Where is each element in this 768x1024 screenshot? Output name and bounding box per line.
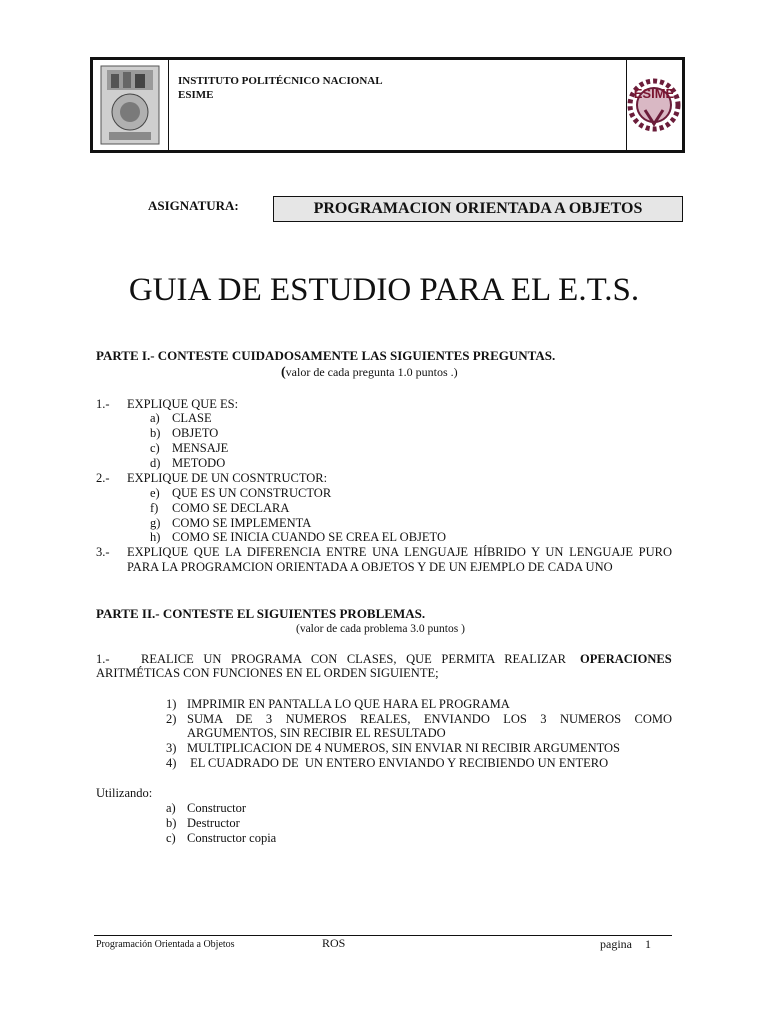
q1-item-letter: a) [150, 411, 160, 425]
q2-item-text: COMO SE INICIA CUANDO SE CREA EL OBJETO [172, 530, 446, 544]
p1-item-number: 1) [166, 697, 177, 711]
q3-text-line1: EXPLIQUE QUE LA DIFERENCIA ENTRE UNA LENGUAJE HÍBRIDO Y UN LENGUAJE PURO [127, 545, 672, 559]
q2-item-text: COMO SE IMPLEMENTA [172, 516, 312, 530]
using-item-text: Constructor [187, 801, 247, 815]
p1-item-number: 2) [166, 712, 177, 726]
q3-number: 3.- [96, 545, 110, 559]
q2-item-letter: g) [150, 516, 161, 530]
q1-item-letter: c) [150, 441, 160, 455]
p1-item-text: EL CUADRADO DE UN ENTERO ENVIANDO Y RECIBIENDO UN ENTERO [187, 756, 609, 770]
q1-item-text: MENSAJE [172, 441, 229, 455]
using-item-text: Constructor copia [187, 831, 277, 845]
p1-text-bold: OPERACIONES [580, 652, 672, 666]
q2-text: EXPLIQUE DE UN COSNTRUCTOR: [127, 471, 328, 485]
p1-number: 1.- [96, 652, 110, 666]
subject-label: ASIGNATURA: [148, 198, 239, 213]
using-item-letter: b) [166, 816, 177, 830]
ipn-emblem-icon [93, 60, 168, 150]
part2-value: (valor de cada problema 3.0 puntos ) [296, 623, 465, 635]
p1-item-text: MULTIPLICACION DE 4 NUMEROS, SIN ENVIAR NI RECIBIR ARGUMENTOS [187, 741, 621, 755]
p1-item-text: SUMA DE 3 NUMEROS REALES, ENVIANDO LOS 3 NUMEROS COMO [187, 712, 672, 726]
p1-item-text: IMPRIMIR EN PANTALLA LO QUE HARA EL PROGRAMA [187, 697, 510, 711]
p1-item-number: 3) [166, 741, 177, 755]
q2-number: 2.- [96, 471, 110, 485]
q3-text-line2: PARA LA PROGRAMCION ORIENTADA A OBJETOS Y DE UN EJEMPLO DE CADA UNO [127, 560, 613, 574]
using-item-letter: a) [166, 801, 176, 815]
footer-page-label: pagina [600, 937, 632, 951]
q1-item-text: CLASE [172, 411, 212, 425]
q2-item-text: QUE ES UN CONSTRUCTOR [172, 486, 332, 500]
part1-value [281, 365, 458, 381]
footer-author: ROS [322, 936, 346, 950]
header-box [90, 57, 685, 153]
q2-item-text: COMO SE DECLARA [172, 501, 290, 515]
footer-divider [94, 935, 672, 936]
p1-text-line2: ARITMÉTICAS CON FUNCIONES EN EL ORDEN SIGUIENTE; [96, 666, 439, 680]
q1-item-letter: d) [150, 456, 161, 470]
q1-item-text: OBJETO [172, 426, 219, 440]
ipn-logo [93, 60, 169, 150]
school-name: ESIME [178, 89, 214, 101]
q2-item-letter: e) [150, 486, 160, 500]
q1-text: EXPLIQUE QUE ES: [127, 397, 239, 411]
q2-item-letter: h) [150, 530, 161, 544]
footer-page-number: 1 [645, 937, 651, 951]
institution-name: INSTITUTO POLITÉCNICO NACIONAL [178, 75, 383, 87]
esime-logo [626, 60, 682, 150]
part1-heading: PARTE I.- CONTESTE CUIDADOSAMENTE LAS SIGUIENTES PREGUNTAS. [96, 348, 556, 363]
esime-logo-text: ESIME [633, 86, 675, 101]
esime-gear-icon [627, 60, 682, 150]
p1-item-number: 4) [166, 756, 177, 770]
using-item-letter: c) [166, 831, 176, 845]
p1-item-text-line2: ARGUMENTOS, SIN RECIBIR EL RESULTADO [187, 726, 446, 740]
q1-item-letter: b) [150, 426, 161, 440]
q1-number: 1.- [96, 397, 110, 411]
using-label: Utilizando: [96, 786, 153, 800]
part2-heading: PARTE II.- CONTESTE EL SIGUIENTES PROBLEMAS. [96, 606, 426, 621]
subject-name: PROGRAMACION ORIENTADA A OBJETOS [273, 196, 683, 222]
q2-item-letter: f) [150, 501, 159, 515]
using-item-text: Destructor [187, 816, 240, 830]
footer-course: Programación Orientada a Objetos [96, 939, 235, 950]
institution-text [178, 74, 383, 102]
q1-item-text: METODO [172, 456, 226, 470]
page-title: GUIA DE ESTUDIO PARA EL E.T.S. [128, 272, 640, 308]
part1-value-open: ( [281, 365, 286, 380]
part1-value-text: valor de cada pregunta 1.0 puntos .) [285, 365, 458, 379]
p1-text-line1: REALICE UN PROGRAMA CON CLASES, QUE PERMITA REALIZAR [141, 652, 566, 666]
